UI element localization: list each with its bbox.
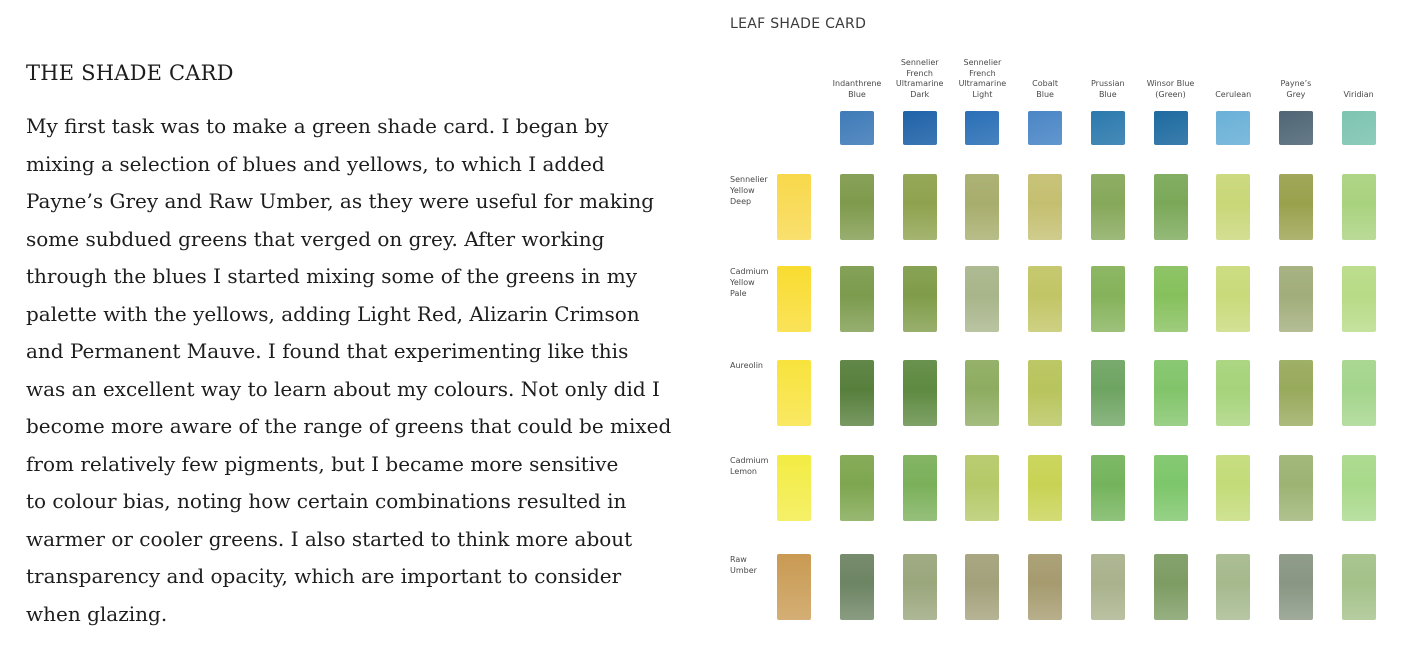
mix-swatch — [1216, 266, 1250, 332]
mix-swatch — [1216, 174, 1250, 240]
column-label-line: French — [969, 68, 996, 78]
section-title: THE SHADE CARD — [26, 61, 234, 85]
mix-swatch — [1279, 174, 1313, 240]
mix-swatch — [1091, 554, 1125, 620]
mix-swatch — [903, 554, 937, 620]
yellow-swatch — [777, 455, 811, 521]
mix-swatch — [903, 360, 937, 426]
row-label-line: Deep — [730, 197, 752, 206]
column-label-line: Winsor Blue — [1146, 79, 1195, 88]
column-label-line: Ultramarine — [958, 79, 1007, 88]
mix-swatch — [1091, 266, 1125, 332]
mix-swatch — [1028, 554, 1062, 620]
column-label — [1078, 79, 1138, 100]
yellow-swatch — [777, 554, 811, 620]
column-label-line: (Green) — [1155, 89, 1186, 99]
column-label-line: Sennelier — [963, 58, 1002, 67]
mix-swatch — [1091, 360, 1125, 426]
row-label — [730, 174, 774, 207]
body-line: warmer or cooler greens. I also started to think more about — [26, 526, 633, 551]
mix-swatch — [1216, 554, 1250, 620]
blue-swatch — [1091, 111, 1125, 145]
column-label — [952, 58, 1012, 100]
row-label-line: Aureolin — [730, 361, 763, 370]
mix-swatch — [1028, 455, 1062, 521]
row-label-line: Yellow — [730, 186, 755, 195]
body-line: when glazing. — [26, 601, 168, 626]
row-label-line: Pale — [730, 289, 747, 298]
mix-swatch — [965, 360, 999, 426]
mix-swatch — [1342, 266, 1376, 332]
mix-swatch — [1279, 266, 1313, 332]
mix-swatch — [1279, 455, 1313, 521]
mix-swatch — [965, 174, 999, 240]
column-label-line: Light — [972, 89, 993, 99]
mix-swatch — [965, 455, 999, 521]
mix-swatch — [1154, 554, 1188, 620]
blue-swatch — [840, 111, 874, 145]
blue-swatch — [965, 111, 999, 145]
mix-swatch — [1342, 455, 1376, 521]
body-line: My first task was to make a green shade card. I began by — [26, 114, 609, 138]
mix-swatch — [840, 266, 874, 332]
mix-swatch — [840, 554, 874, 620]
column-label — [1329, 90, 1389, 101]
blue-swatch — [1216, 111, 1250, 145]
column-label-line: Blue — [1036, 89, 1054, 99]
mix-swatch — [1342, 554, 1376, 620]
column-label-line: Ultramarine — [895, 79, 944, 88]
body-line: become more aware of the range of greens that could be mixed — [26, 414, 672, 438]
row-label-line: Raw — [730, 555, 747, 564]
body-line: Payne’s Grey and Raw Umber, as they were useful for making — [26, 189, 655, 213]
leaf-shade-card — [730, 14, 1390, 654]
column-label — [827, 79, 887, 100]
body-line: to colour bias, noting how certain combinations resulted in — [26, 489, 627, 513]
mix-swatch — [1342, 174, 1376, 240]
mix-swatch — [1091, 455, 1125, 521]
blue-swatch — [903, 111, 937, 145]
mix-swatch — [903, 266, 937, 332]
article-column — [26, 58, 686, 633]
mix-swatch — [1154, 360, 1188, 426]
row-label-line: Yellow — [730, 278, 755, 287]
body-line: mixing a selection of blues and yellows, to which I added — [26, 151, 605, 176]
mix-swatch — [965, 266, 999, 332]
mix-swatch — [1279, 360, 1313, 426]
column-label-line: French — [906, 68, 933, 78]
row-label-line: Lemon — [730, 467, 757, 476]
column-label — [1203, 90, 1263, 101]
column-label-line: Blue — [1098, 89, 1117, 99]
row-label — [730, 554, 774, 576]
mix-swatch — [840, 360, 874, 426]
mix-swatch — [1028, 174, 1062, 240]
row-label-line: Cadmium — [730, 267, 769, 276]
column-label-line: Prussian — [1091, 79, 1125, 88]
mix-swatch — [1154, 455, 1188, 521]
body-line: and Permanent Mauve. I found that experimenting like this — [26, 339, 629, 363]
blue-swatch — [1342, 111, 1376, 145]
yellow-swatch — [777, 360, 811, 426]
mix-swatch — [903, 455, 937, 521]
column-label-line: Cobalt — [1032, 79, 1058, 88]
column-label-line: Indanthrene — [832, 79, 882, 88]
body-line: some subdued greens that verged on grey. After working — [26, 226, 605, 251]
card-title: LEAF SHADE CARD — [730, 16, 867, 32]
column-label — [1015, 79, 1075, 100]
mix-swatch — [1279, 554, 1313, 620]
column-label-line: Sennelier — [900, 58, 939, 67]
column-label-line: Payne’s — [1280, 79, 1312, 88]
mix-swatch — [1028, 360, 1062, 426]
row-label-line: Cadmium — [730, 456, 769, 465]
row-label — [730, 455, 774, 477]
mix-swatch — [1216, 455, 1250, 521]
mix-swatch — [1091, 174, 1125, 240]
body-line: was an excellent way to learn about my colours. Not only did I — [26, 376, 660, 401]
column-label-line: Blue — [848, 89, 866, 99]
row-label — [730, 266, 774, 299]
mix-swatch — [903, 174, 937, 240]
column-label — [1266, 79, 1326, 100]
body-line: through the blues I started mixing some of the greens in my — [26, 264, 638, 288]
mix-swatch — [1154, 266, 1188, 332]
mix-swatch — [1028, 266, 1062, 332]
blue-swatch — [1154, 111, 1188, 145]
mix-swatch — [1154, 174, 1188, 240]
body-line: palette with the yellows, adding Light Red, Alizarin Crimson — [26, 301, 640, 326]
body-line: from relatively few pigments, but I became more sensitive — [26, 451, 619, 476]
article-body — [26, 108, 686, 633]
column-label-line: Grey — [1286, 89, 1306, 99]
row-label-line: Umber — [730, 566, 757, 575]
column-label — [890, 58, 950, 100]
column-label-line: Viridian — [1343, 89, 1374, 99]
mix-swatch — [840, 174, 874, 240]
row-label-line: Sennelier — [730, 175, 768, 184]
mix-swatch — [840, 455, 874, 521]
mix-swatch — [965, 554, 999, 620]
row-label — [730, 360, 774, 371]
mix-swatch — [1342, 360, 1376, 426]
blue-swatch — [1279, 111, 1313, 145]
column-label — [1141, 79, 1201, 100]
column-label-line: Cerulean — [1215, 89, 1252, 99]
mix-swatch — [1216, 360, 1250, 426]
blue-swatch — [1028, 111, 1062, 145]
yellow-swatch — [777, 266, 811, 332]
column-label-line: Dark — [910, 89, 930, 99]
yellow-swatch — [777, 174, 811, 240]
body-line: transparency and opacity, which are important to consider — [26, 564, 622, 588]
